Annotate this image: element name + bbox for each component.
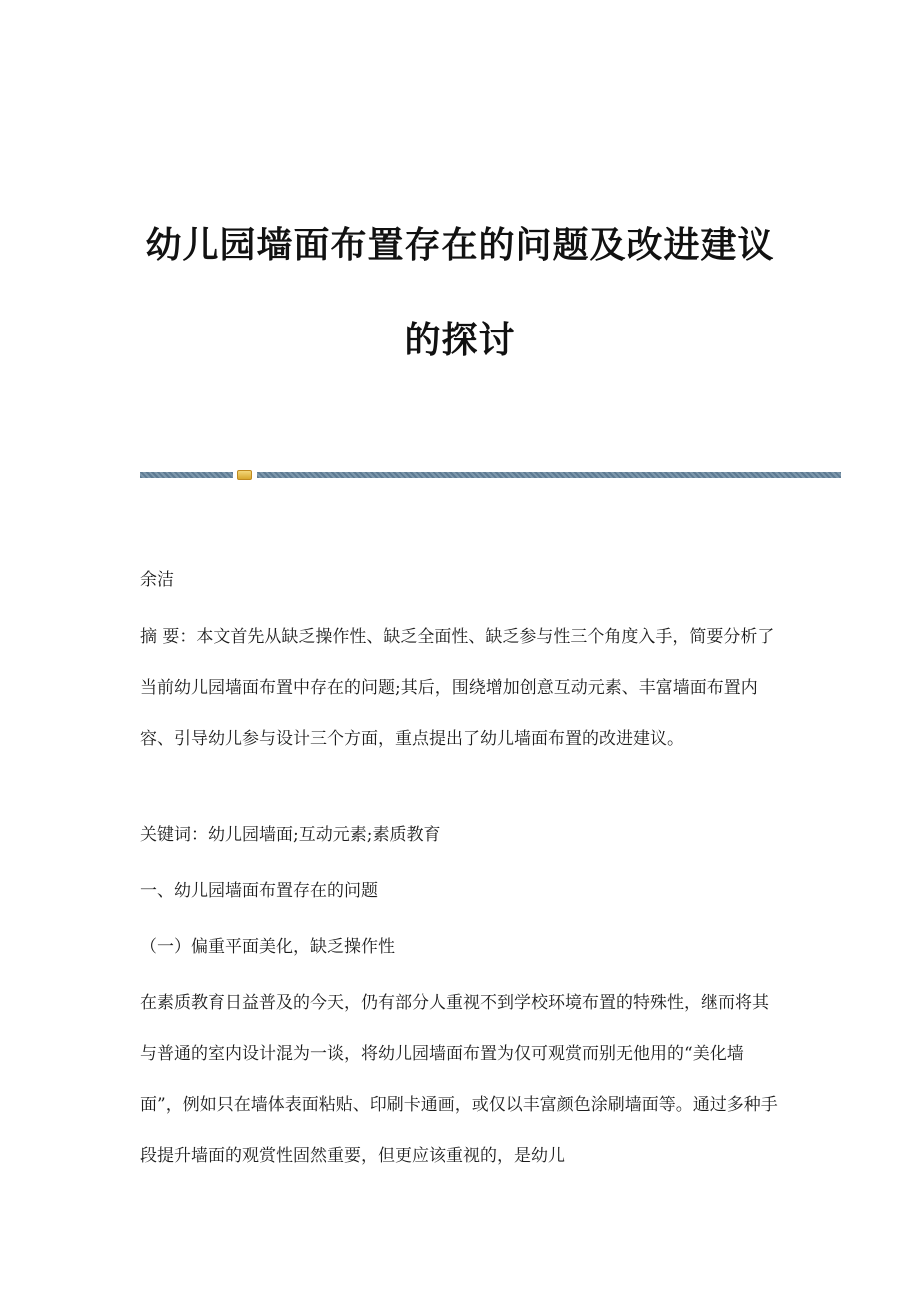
- document-title-line-2: 的探讨: [404, 320, 516, 361]
- subsection-heading: （一）偏重平面美化，缺乏操作性: [140, 937, 395, 957]
- body-paragraph: 在素质教育日益普及的今天，仍有部分人重视不到学校环境布置的特殊性，继而将其与普通的室内设计混为一谈，将幼儿园墙面布置为仅可观赏而别无他用的“美化墙面”，例如只在墙体表面粘贴、印刷卡通画，或仅以丰富颜色涂刷墙面等。通过多种手段提升墙面的观赏性固然重要，但更应该重视的，是幼儿: [140, 993, 778, 1166]
- keywords-line: 关键词：幼儿园墙面;互动元素;素质教育: [140, 825, 441, 845]
- divider-bar-right: [257, 472, 841, 478]
- section-heading: 一、幼儿园墙面布置存在的问题: [140, 881, 378, 901]
- author-name: 余洁: [140, 570, 174, 590]
- abstract-paragraph: 摘 要：本文首先从缺乏操作性、缺乏全面性、缺乏参与性三个角度入手，简要分析了当前幼儿园墙面布置中存在的问题;其后，围绕增加创意互动元素、丰富墙面布置内容、引导幼儿参与设计三个方面，重点提出了幼儿墙面布置的改进建议。: [140, 627, 775, 749]
- document-title-line-1: 幼儿园墙面布置存在的问题及改进建议: [145, 225, 775, 266]
- divider-bar-left: [140, 472, 233, 478]
- title-divider: [140, 470, 841, 480]
- divider-ornament-icon: [237, 470, 252, 480]
